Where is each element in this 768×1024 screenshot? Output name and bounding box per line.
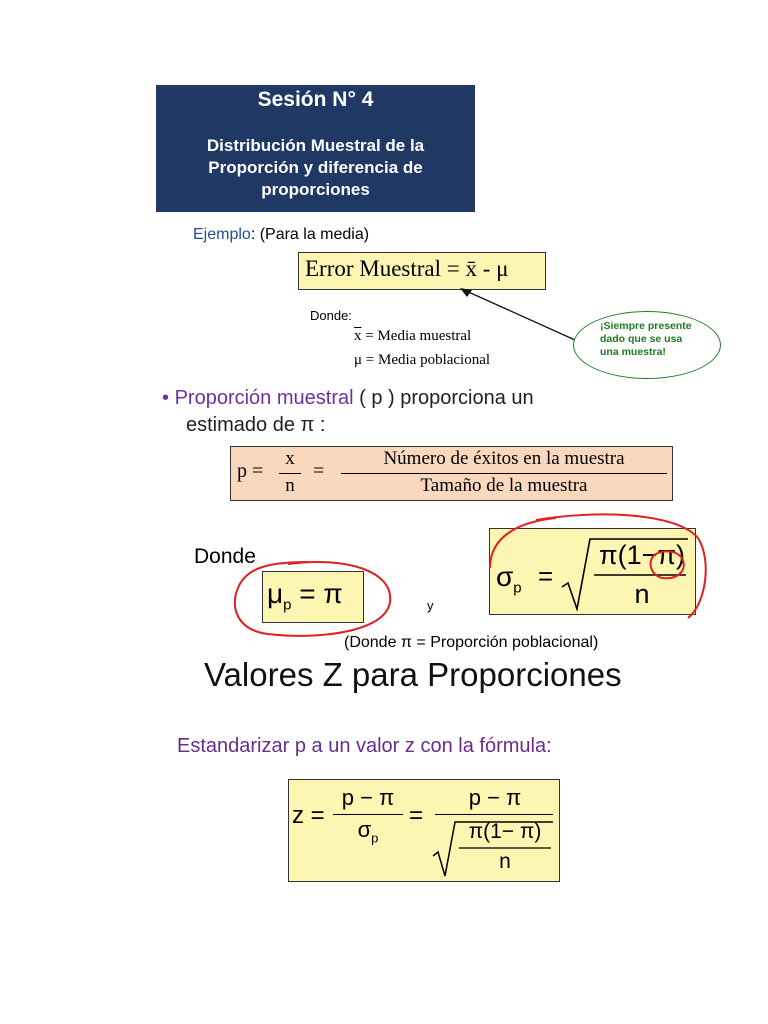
z-sigma-subscript: p	[371, 830, 379, 846]
fraction-line	[279, 473, 301, 474]
sampling-error-text: Error Muestral = x̄ - μ	[305, 256, 509, 281]
definition-sample-mean-text: = Media muestral	[361, 328, 472, 344]
proportion-desc: ( p ) proporciona un	[353, 387, 534, 409]
mu-subscript: p	[283, 596, 292, 614]
z-score-formula	[288, 779, 560, 882]
mu-equals-pi: = π	[291, 578, 343, 609]
example-heading	[193, 226, 369, 244]
pi-definition-note: (Donde π = Proporción poblacional)	[344, 634, 599, 651]
proportion-term: Proporción muestral	[174, 387, 354, 409]
z-equals-2: =	[409, 802, 424, 829]
n-denominator: n	[285, 475, 295, 496]
where-label-2: Donde	[194, 545, 256, 568]
arrow-connector	[450, 280, 590, 350]
z-denominator-1	[333, 817, 403, 845]
sigma-subscript: p	[513, 579, 522, 597]
definition-population-mean: μ = Media poblacional	[354, 352, 491, 368]
successes-numerator: Número de éxitos en la muestra	[383, 448, 625, 469]
reminder-text: ¡Siempre presente dado que se usa una muestra!	[600, 320, 692, 358]
z-fraction-line-2	[435, 814, 553, 815]
red-circle-mu	[228, 556, 398, 642]
section-title: Valores Z para Proporciones	[204, 656, 622, 693]
z-fraction-line-1	[333, 814, 403, 815]
sample-proportion-formula	[230, 446, 673, 501]
z-sigma: σ	[357, 817, 372, 842]
example-note: : (Para la media)	[250, 226, 370, 243]
z-radicand-denominator: n	[499, 850, 511, 873]
example-label: Ejemplo	[193, 226, 251, 243]
conjunction-y: y	[427, 598, 434, 613]
where-label: Donde:	[310, 308, 352, 323]
z-numerator-1: p − π	[341, 785, 395, 810]
reminder-bubble	[573, 311, 721, 379]
standardize-instruction: Estandarizar p a un valor z con la fórmula:	[177, 735, 552, 757]
z-radicand-numerator: π(1− π)	[468, 820, 542, 843]
z-numerator-2: p − π	[468, 785, 522, 810]
mu-symbol: μ	[267, 578, 284, 609]
red-circle-sigma	[476, 508, 712, 628]
p-equals: p =	[237, 460, 264, 482]
sigma-symbol: σ	[496, 561, 514, 592]
sigma-denominator: n	[634, 579, 650, 609]
sigma-numerator: π(1−π)	[598, 540, 686, 570]
bullet-dot: •	[162, 387, 170, 409]
fraction-line-long	[341, 473, 667, 474]
sigma-equals: =	[538, 561, 554, 591]
session-subtitle: Distribución Muestral de la Proporción y diferencia de proporciones	[206, 136, 425, 199]
x-numerator: x	[285, 448, 295, 469]
session-title: Sesión N° 4	[257, 88, 374, 111]
session-header	[156, 85, 475, 212]
equals-sign: =	[313, 460, 325, 482]
sample-size-denominator: Tamaño de la muestra	[420, 475, 588, 496]
xbar-symbol: $\overline{x}$	[354, 328, 362, 344]
z-equals: z =	[292, 802, 325, 829]
proportion-desc-line2: estimado de π :	[186, 414, 326, 436]
proportion-bullet	[162, 385, 534, 439]
